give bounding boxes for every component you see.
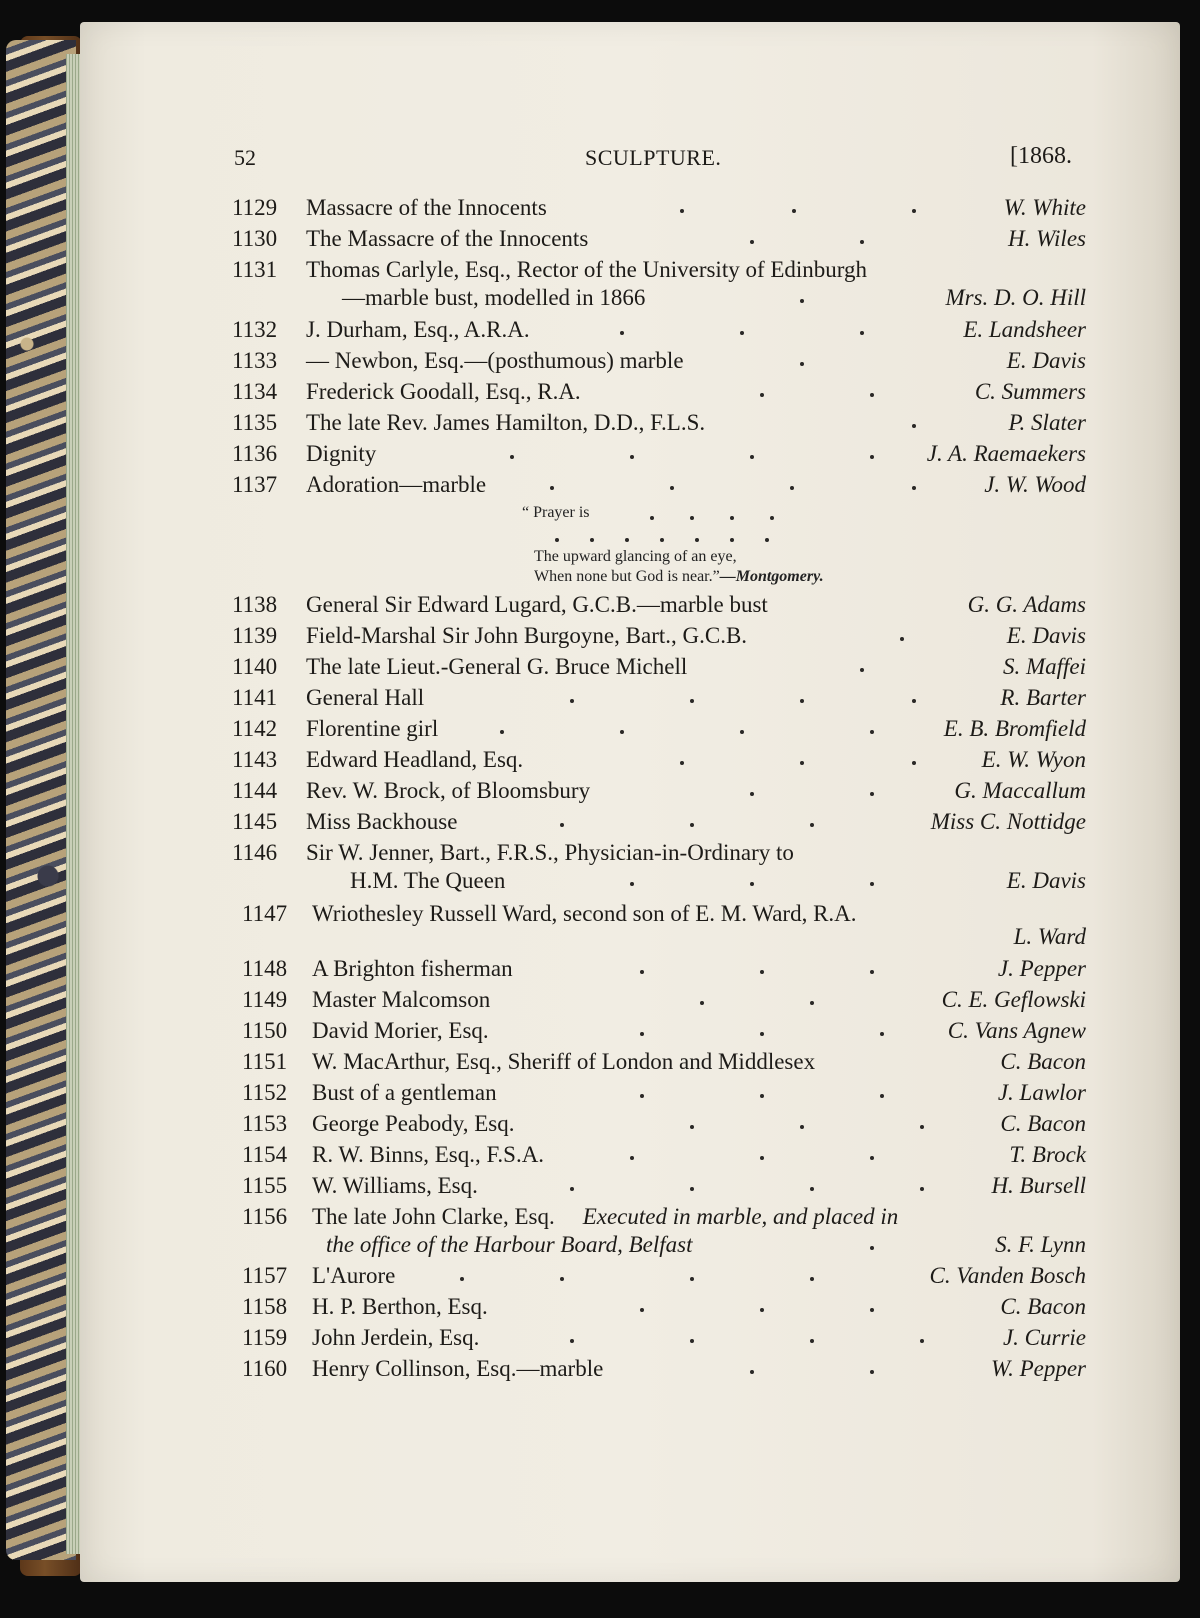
leader-dot xyxy=(510,455,514,459)
leader-dot xyxy=(870,393,874,397)
entry-title: Florentine girl xyxy=(306,716,439,741)
leader-dot xyxy=(870,455,874,459)
entry-number: 1138 xyxy=(232,592,278,617)
entry-artist: W. Pepper xyxy=(991,1356,1086,1381)
entry-artist: C. Bacon xyxy=(1000,1049,1086,1074)
entry-number: 1158 xyxy=(242,1294,288,1319)
entry-number: 1143 xyxy=(232,747,278,772)
leader-dot xyxy=(800,362,804,366)
leader-dot xyxy=(870,792,874,796)
entry-title: J. Durham, Esq., A.R.A. xyxy=(306,317,530,342)
leader-dot xyxy=(760,1094,764,1098)
leader-dot xyxy=(690,699,694,703)
leader-dot xyxy=(880,1032,884,1036)
entry-artist: E. Landsheer xyxy=(963,317,1086,342)
entry-title: General Hall xyxy=(306,685,425,710)
leader-dot xyxy=(640,1308,644,1312)
entry-number: 1141 xyxy=(232,685,278,710)
entry-title: Thomas Carlyle, Esq., Rector of the University of Edinburgh xyxy=(306,257,868,282)
entry-number: 1131 xyxy=(232,257,278,282)
leader-dot xyxy=(870,882,874,886)
quote-dot xyxy=(770,516,774,520)
entry-number: 1137 xyxy=(232,472,278,497)
quote-dot xyxy=(660,538,664,542)
entry-artist: C. Vans Agnew xyxy=(947,1018,1086,1043)
entry-number: 1146 xyxy=(232,840,278,865)
leader-dot xyxy=(560,823,564,827)
leader-dot xyxy=(800,1125,804,1129)
leader-dot xyxy=(630,455,634,459)
entry-number: 1139 xyxy=(232,623,278,648)
entry-artist: C. Summers xyxy=(974,379,1086,404)
entry-number: 1130 xyxy=(232,226,278,251)
entry-title: A Brighton fisherman xyxy=(312,956,513,981)
quote-line-1: “ Prayer is xyxy=(522,504,590,521)
entry-number: 1149 xyxy=(242,987,288,1012)
entry-artist: J. A. Raemaekers xyxy=(926,441,1086,466)
entry-title: Adoration—marble xyxy=(306,472,487,497)
entry-artist: J. W. Wood xyxy=(984,472,1086,497)
entry-title: The late Rev. James Hamilton, D.D., F.L.S. xyxy=(306,410,706,435)
leader-dot xyxy=(912,699,916,703)
entry-number: 1145 xyxy=(232,809,278,834)
entry-artist: S. F. Lynn xyxy=(995,1232,1086,1257)
leader-dot xyxy=(920,1125,924,1129)
leader-dot xyxy=(690,1187,694,1191)
leader-dot xyxy=(912,761,916,765)
leader-dot xyxy=(550,486,554,490)
leader-dot xyxy=(800,761,804,765)
entry-artist: E. Davis xyxy=(1006,348,1086,373)
entry-artist: C. Bacon xyxy=(1000,1294,1086,1319)
entry-title: Edward Headland, Esq. xyxy=(306,747,524,772)
leader-dot xyxy=(630,1156,634,1160)
leader-dot xyxy=(912,486,916,490)
entry-artist: J. Lawlor xyxy=(997,1080,1086,1105)
entry-number: 1155 xyxy=(242,1173,288,1198)
entry-title: Massacre of the Innocents xyxy=(306,195,547,220)
entry-title: W. MacArthur, Esq., Sheriff of London and Middlesex xyxy=(312,1049,816,1074)
quote-dot xyxy=(650,516,654,520)
leader-dot xyxy=(620,331,624,335)
entry-title-note: Executed in marble, and placed in xyxy=(582,1204,899,1229)
leader-dot xyxy=(810,823,814,827)
leader-dot xyxy=(740,730,744,734)
entry-artist: J. Currie xyxy=(1002,1325,1086,1350)
entry-title: Miss Backhouse xyxy=(306,809,458,834)
entry-artist: P. Slater xyxy=(1008,410,1086,435)
entry-number: 1157 xyxy=(242,1263,288,1288)
leader-dot xyxy=(760,970,764,974)
quote-dot xyxy=(690,516,694,520)
quote-dot xyxy=(730,516,734,520)
leader-dot xyxy=(680,209,684,213)
quote-dot xyxy=(765,538,769,542)
quote-attribution: —Montgomery. xyxy=(719,568,824,585)
entry-artist: C. Bacon xyxy=(1000,1111,1086,1136)
leader-dot xyxy=(912,209,916,213)
entry-artist: H. Bursell xyxy=(991,1173,1086,1198)
leader-dot xyxy=(680,761,684,765)
quote-dot xyxy=(555,538,559,542)
entry-title: Wriothesley Russell Ward, second son of E. M. Ward, R.A. xyxy=(312,901,857,926)
leader-dot xyxy=(810,1339,814,1343)
leader-dot xyxy=(740,331,744,335)
entry-artist: C. Vanden Bosch xyxy=(929,1263,1086,1288)
entry-title: Henry Collinson, Esq.—marble xyxy=(312,1356,604,1381)
entry-title-continuation: —marble bust, modelled in 1866 xyxy=(342,285,646,310)
quote-line-3-text: When none but God is near.” xyxy=(534,568,720,585)
leader-dot xyxy=(860,668,864,672)
leader-dot xyxy=(920,1339,924,1343)
entry-title: R. W. Binns, Esq., F.S.A. xyxy=(312,1142,545,1167)
entry-number: 1136 xyxy=(232,441,278,466)
entry-artist: E. Davis xyxy=(1006,623,1086,648)
quote-dot xyxy=(695,538,699,542)
entry-artist: E. B. Bromfield xyxy=(943,716,1086,741)
leader-dot xyxy=(570,1339,574,1343)
entry-artist: H. Wiles xyxy=(1008,226,1086,251)
leader-dot xyxy=(570,1187,574,1191)
entry-artist: Miss C. Nottidge xyxy=(930,809,1086,834)
entry-artist: W. White xyxy=(1003,195,1086,220)
entry-title: Field-Marshal Sir John Burgoyne, Bart., G.C.B. xyxy=(306,623,748,648)
leader-dot xyxy=(670,486,674,490)
leader-dot xyxy=(870,1156,874,1160)
entry-title: George Peabody, Esq. xyxy=(312,1111,515,1136)
leader-dot xyxy=(790,486,794,490)
page-number: 52 xyxy=(234,145,256,170)
entry-artist: Mrs. D. O. Hill xyxy=(945,285,1086,310)
quote-dot xyxy=(625,538,629,542)
leader-dot xyxy=(700,1001,704,1005)
leader-dot xyxy=(690,1125,694,1129)
entry-artist: J. Pepper xyxy=(997,956,1086,981)
entry-number: 1132 xyxy=(232,317,278,342)
leader-dot xyxy=(870,730,874,734)
leader-dot xyxy=(760,393,764,397)
leader-dot xyxy=(750,455,754,459)
leader-dot xyxy=(860,331,864,335)
leader-dot xyxy=(750,1370,754,1374)
entry-artist: G. Maccallum xyxy=(954,778,1086,803)
quote-line-3 xyxy=(534,568,824,586)
leader-dot xyxy=(912,424,916,428)
leader-dot xyxy=(690,1339,694,1343)
quote-line-2: The upward glancing of an eye, xyxy=(534,548,737,565)
leader-dot xyxy=(750,240,754,244)
entry-number: 1151 xyxy=(242,1049,288,1074)
entry-title: The Massacre of the Innocents xyxy=(306,226,589,251)
leader-dot xyxy=(810,1277,814,1281)
entry-title-continuation: the office of the Harbour Board, Belfast xyxy=(326,1232,693,1257)
leader-dot xyxy=(640,970,644,974)
leader-dot xyxy=(810,1187,814,1191)
entry-number: 1156 xyxy=(242,1204,288,1229)
leader-dot xyxy=(860,240,864,244)
entry-number: 1142 xyxy=(232,716,278,741)
entry-artist: S. Maffei xyxy=(1002,654,1086,679)
leader-dot xyxy=(620,730,624,734)
entry-number: 1134 xyxy=(232,379,278,404)
leader-dot xyxy=(870,1308,874,1312)
entry-title: General Sir Edward Lugard, G.C.B.—marble bust xyxy=(306,592,768,617)
leader-dot xyxy=(500,730,504,734)
entry-title: The late John Clarke, Esq. Executed in marble, and placed in xyxy=(312,1204,899,1229)
entry-number: 1152 xyxy=(242,1080,288,1105)
entry-title: — Newbon, Esq.—(posthumous) marble xyxy=(306,348,684,373)
entry-title: L'Aurore xyxy=(312,1263,396,1288)
year-heading: [1868. xyxy=(1010,143,1072,169)
entry-title: Rev. W. Brock, of Bloomsbury xyxy=(306,778,591,803)
entry-title: David Morier, Esq. xyxy=(312,1018,489,1043)
leader-dot xyxy=(630,882,634,886)
leader-dot xyxy=(800,299,804,303)
leader-dot xyxy=(640,1094,644,1098)
entry-number: 1159 xyxy=(242,1325,288,1350)
entry-title: Sir W. Jenner, Bart., F.R.S., Physician-in-Ordinary to xyxy=(306,840,794,865)
entry-title: The late Lieut.-General G. Bruce Michell xyxy=(306,654,688,679)
entry-artist: R. Barter xyxy=(1000,685,1086,710)
entry-number: 1147 xyxy=(242,901,288,926)
leader-dot xyxy=(810,1001,814,1005)
entry-number: 1154 xyxy=(242,1142,288,1167)
entry-title: H. P. Berthon, Esq. xyxy=(312,1294,488,1319)
leader-dot xyxy=(900,637,904,641)
leader-dot xyxy=(690,1277,694,1281)
entry-artist: G. G. Adams xyxy=(967,592,1086,617)
entry-number: 1140 xyxy=(232,654,278,679)
quote-dot xyxy=(730,538,734,542)
leader-dot xyxy=(870,1246,874,1250)
leader-dot xyxy=(750,792,754,796)
entry-artist: E. Davis xyxy=(1006,868,1086,893)
entry-title: Master Malcomson xyxy=(312,987,491,1012)
leader-dot xyxy=(870,970,874,974)
entry-title: Dignity xyxy=(306,441,377,466)
entry-artist: C. E. Geflowski xyxy=(941,987,1086,1012)
leader-dot xyxy=(760,1032,764,1036)
leader-dot xyxy=(460,1277,464,1281)
leader-dot xyxy=(920,1187,924,1191)
leader-dot xyxy=(750,882,754,886)
entry-number: 1150 xyxy=(242,1018,288,1043)
leader-dot xyxy=(880,1094,884,1098)
leader-dot xyxy=(800,699,804,703)
entry-number: 1148 xyxy=(242,956,288,981)
entry-number: 1135 xyxy=(232,410,278,435)
entry-number: 1133 xyxy=(232,348,278,373)
entry-artist: E. W. Wyon xyxy=(981,747,1086,772)
entry-number: 1153 xyxy=(242,1111,288,1136)
entry-title-continuation: H.M. The Queen xyxy=(350,868,506,893)
entry-number: 1144 xyxy=(232,778,278,803)
quote-dot xyxy=(590,538,594,542)
leader-dot xyxy=(792,209,796,213)
entry-number: 1129 xyxy=(232,195,278,220)
leader-dot xyxy=(690,823,694,827)
leader-dot xyxy=(870,1370,874,1374)
entry-number: 1160 xyxy=(242,1356,288,1381)
entry-title: W. Williams, Esq. xyxy=(312,1173,478,1198)
leader-dot xyxy=(570,699,574,703)
entry-artist: T. Brock xyxy=(1009,1142,1086,1167)
section-title: SCULPTURE. xyxy=(585,145,722,170)
leader-dot xyxy=(640,1032,644,1036)
leader-dot xyxy=(760,1156,764,1160)
entry-title: Bust of a gentleman xyxy=(312,1080,497,1105)
entry-artist: L. Ward xyxy=(1013,924,1086,949)
entry-title: Frederick Goodall, Esq., R.A. xyxy=(306,379,581,404)
entry-title: John Jerdein, Esq. xyxy=(312,1325,480,1350)
leader-dot xyxy=(760,1308,764,1312)
leader-dot xyxy=(560,1277,564,1281)
